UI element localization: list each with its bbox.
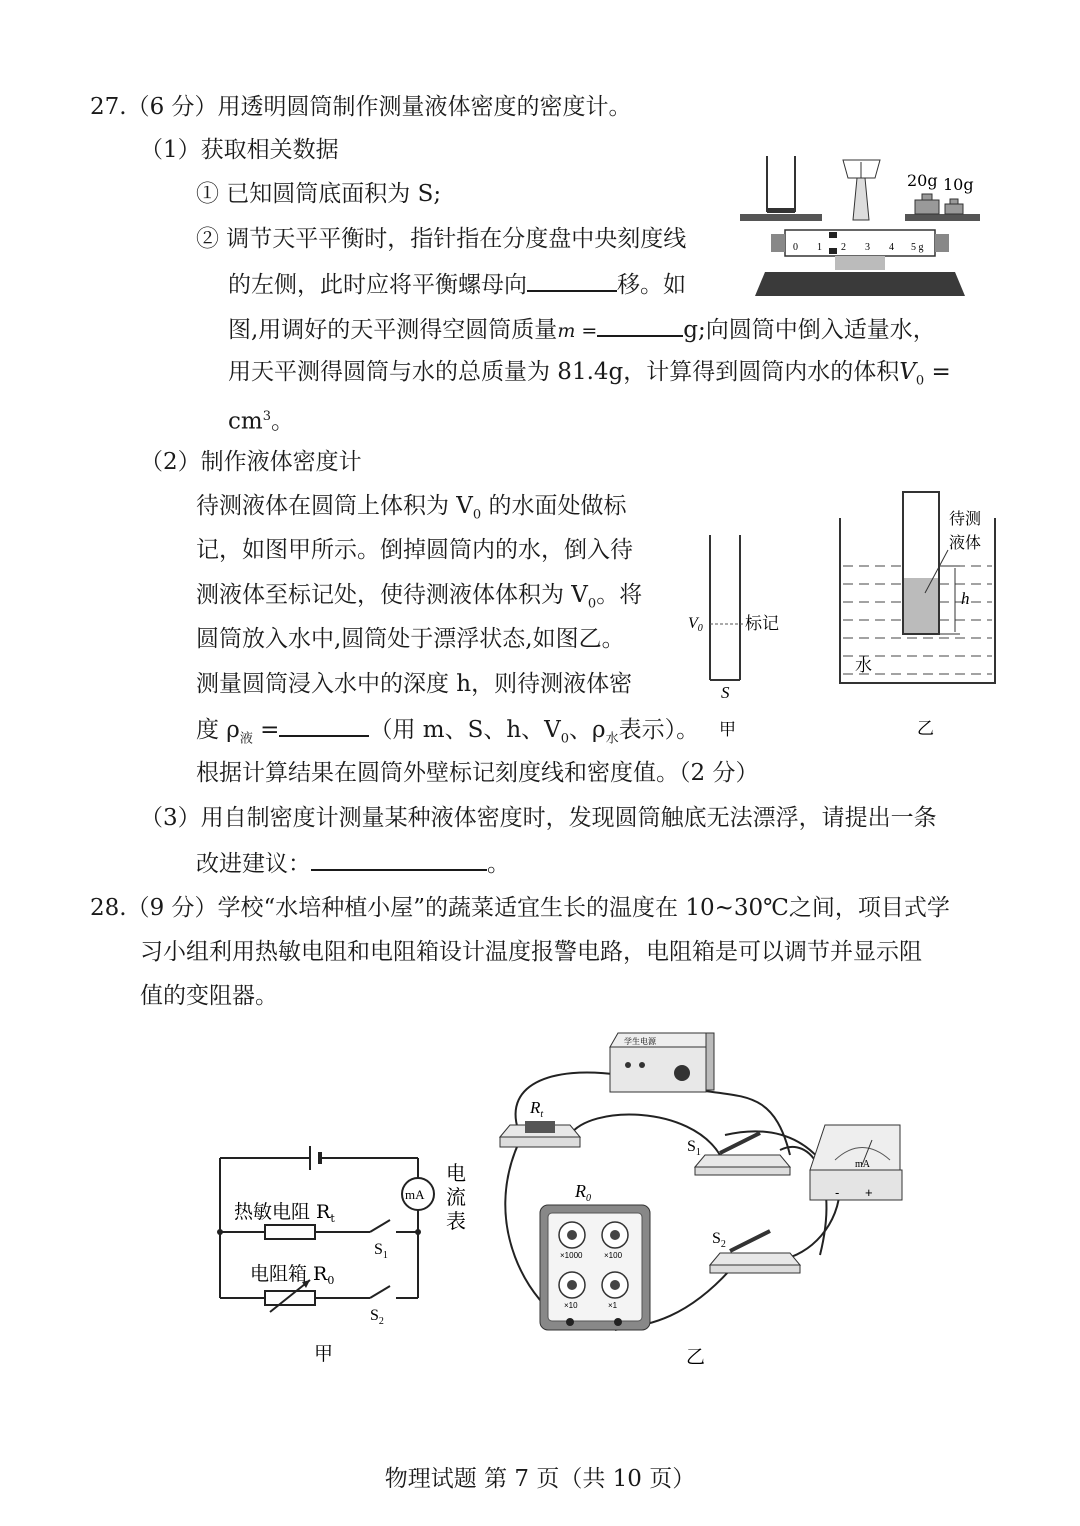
apparatus-caption: 乙 <box>686 1346 706 1368</box>
answer-blank-density[interactable] <box>279 713 369 737</box>
q27-step2-line5: $cm^3$。 <box>228 408 294 435</box>
liquid-label-1: 待测 <box>949 509 982 528</box>
scale-tick-1: 1 <box>817 242 822 253</box>
q27-part2-line1: 待测液体在圆筒上体积为 $V_0$ 的水面处做标 <box>196 493 627 523</box>
q27-part3-line1: （3）用自制密度计测量某种液体密度时，发现圆筒触底无法漂浮，请提出一条 <box>140 805 937 831</box>
q27-part2-line4: 圆筒放入水中,圆筒处于漂浮状态,如图乙。 <box>196 626 625 652</box>
fig-jia-caption: 甲 <box>719 720 736 740</box>
q27-part2-line7: 根据计算结果在圆筒外壁标记刻度线和密度值。（2 分） <box>196 760 759 786</box>
v0-label: V0 <box>688 615 703 634</box>
ammeter-text-1: 电 <box>446 1161 466 1185</box>
fig-jia-cylinder <box>685 530 779 750</box>
area-s-label: S <box>721 683 730 702</box>
q28-line2: 习小组利用热敏电阻和电阻箱设计温度报警电路，电阻箱是可以调节并显示阻 <box>140 939 922 965</box>
weight-10g-label: 10g <box>943 175 974 194</box>
meter-ma-label: mA <box>855 1159 870 1170</box>
rt-label: $R_t$ <box>530 1098 544 1120</box>
q27-step2-line2: 的左侧，此时应将平衡螺母向 移。如 <box>228 268 686 300</box>
depth-h-label: h <box>961 589 970 608</box>
power-supply-label: 学生电源 <box>624 1037 656 1046</box>
thermistor-label: 热敏电阻 $R_t$ <box>234 1201 335 1225</box>
q27-part3-line2: 改进建议： 。 <box>196 847 510 879</box>
r0-label: $R_0$ <box>575 1181 591 1204</box>
dial-x10-label: ×10 <box>564 1301 578 1310</box>
fig-yi-caption: 乙 <box>917 719 934 739</box>
balance-figure <box>735 150 985 300</box>
answer-blank-suggestion[interactable] <box>311 847 487 871</box>
liquid-label-2: 液体 <box>949 533 982 552</box>
s2-label: $S_2$ <box>712 1230 726 1250</box>
q28-line1: 28.（9 分）学校“水培种植小屋”的蔬菜适宜生长的温度在 10~30℃之间，项目式学 <box>90 895 950 921</box>
circuit-diagram <box>210 1140 490 1370</box>
ammeter-text-3: 表 <box>446 1209 466 1233</box>
meter-minus-label: - <box>835 1185 840 1200</box>
ammeter-ma-label: mA <box>405 1187 425 1202</box>
resistance-box-label: 电阻箱 $R_0$ <box>250 1263 335 1287</box>
scale-tick-0: 0 <box>793 242 798 253</box>
q27-part2-heading: （2）制作液体密度计 <box>140 449 362 475</box>
q27-step2-line3: 图,用调好的天平测得空圆筒质量m = g;向圆筒中倒入适量水， <box>228 313 936 346</box>
ammeter-text-2: 流 <box>446 1185 466 1209</box>
meter-plus-label: + <box>865 1185 873 1200</box>
answer-blank-mass[interactable] <box>597 313 683 337</box>
fig-yi-floating <box>835 488 1005 748</box>
q27-part2-line3: 测液体至标记处，使待测液体体积为 $V_0$。将 <box>196 582 643 612</box>
apparatus-figure <box>490 1025 920 1370</box>
dial-x100-label: ×100 <box>604 1251 623 1260</box>
s1-label: $S_1$ <box>687 1138 701 1158</box>
circuit-caption: 甲 <box>314 1343 334 1365</box>
switch-s2-label: $S_2$ <box>370 1307 384 1327</box>
q27-title: 27.（6 分）用透明圆筒制作测量液体密度的密度计。 <box>90 94 632 120</box>
page-footer: 物理试题 第 7 页（共 10 页） <box>384 1466 696 1492</box>
q27-step2-line1: ② 调节天平平衡时，指针指在分度盘中央刻度线 <box>196 226 687 252</box>
q27-part1-heading: （1）获取相关数据 <box>140 137 339 163</box>
power-knob-icon <box>674 1065 690 1081</box>
weight-20g-label: 20g <box>907 171 938 190</box>
water-label: 水 <box>855 656 872 676</box>
q27-step2-line4: 用天平测得圆筒与水的总质量为 81.4g，计算得到圆筒内水的体积$V_0$ = <box>228 359 951 389</box>
scale-tick-2: 2 <box>841 242 846 253</box>
scale-tick-4: 4 <box>889 242 894 253</box>
q28-line3: 值的变阻器。 <box>140 983 278 1009</box>
answer-blank-direction[interactable] <box>527 268 617 292</box>
scale-tick-5: 5 g <box>911 242 924 253</box>
q27-part2-line6: 度 $\rho_液$ = （用 m、S、h、$V_0$、$\rho_水$表示）。 <box>196 713 699 755</box>
dial-x1-label: ×1 <box>608 1301 618 1310</box>
scale-tick-3: 3 <box>865 242 870 253</box>
q27-step1: ① 已知圆筒底面积为 S; <box>196 181 442 207</box>
mark-label: 标记 <box>745 614 779 634</box>
q27-part2-line5: 测量圆筒浸入水中的深度 h，则待测液体密 <box>196 671 633 697</box>
dial-x1000-label: ×1000 <box>560 1251 583 1260</box>
q27-part2-line2: 记，如图甲所示。倒掉圆筒内的水，倒入待 <box>196 537 633 563</box>
switch-s1-label: $S_1$ <box>374 1241 388 1261</box>
